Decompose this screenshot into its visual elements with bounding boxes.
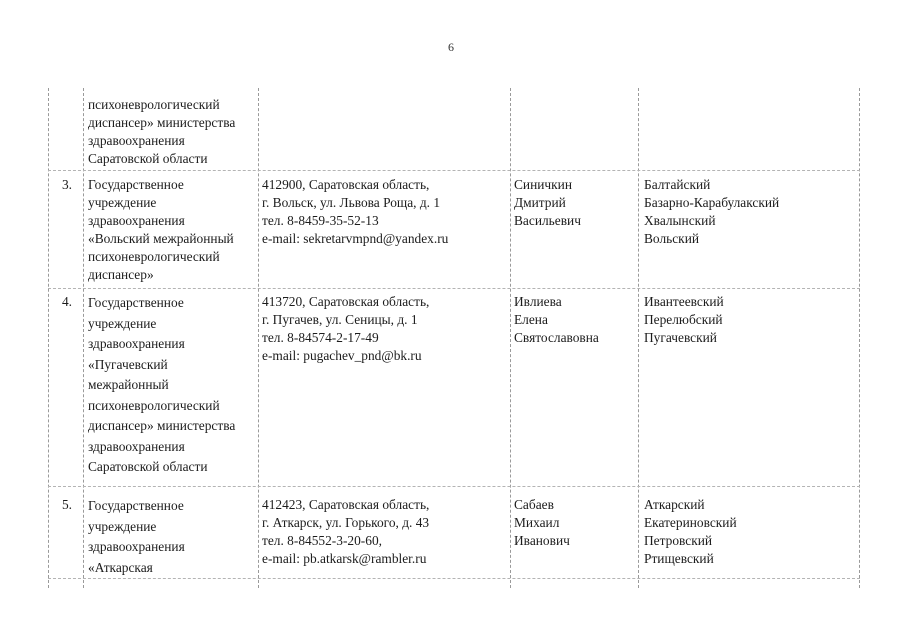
- row-number: 5.: [61, 497, 72, 512]
- row-divider: [48, 486, 860, 487]
- column-divider: [510, 88, 511, 588]
- address-cell: 412423, Саратовская область, г. Аткарск, ул. Горького, д. 43 тел. 8-84552-3-20-60, e-mail: pb.atkarsk@rambler.ru: [262, 497, 430, 566]
- districts-cell: Балтайский Базарно-Карабулакский Хвалынский Вольский: [644, 177, 780, 246]
- address-cell: 412900, Саратовская область, г. Вольск, ул. Львова Роща, д. 1 тел. 8-8459-35-52-13 e-mail: sekretarvmpnd@yandex.ru: [262, 177, 449, 246]
- row-divider: [48, 578, 860, 579]
- head-cell: Ивлиева Елена Святославовна: [514, 294, 599, 345]
- districts-cell: Аткарский Екатериновский Петровский Ртищевский: [644, 497, 737, 566]
- column-divider: [258, 88, 259, 588]
- row-divider: [48, 288, 860, 289]
- column-divider: [638, 88, 639, 588]
- column-divider: [83, 88, 84, 588]
- institution-cell: Государственное учреждение здравоохранения «Вольский межрайонный психоневрологический диспансер»: [88, 177, 234, 282]
- institution-cell: Государственное учреждение здравоохранения «Пугачевский межрайонный психоневрологический диспансер» министерства здравоохранения Саратовской области: [88, 295, 236, 474]
- row-number: 3.: [61, 177, 72, 192]
- row-divider: [48, 170, 860, 171]
- address-cell: 413720, Саратовская область, г. Пугачев, ул. Сеницы, д. 1 тел. 8-84574-2-17-49 e-mail: pugachev_pnd@bk.ru: [262, 294, 430, 363]
- clinics-table: [48, 88, 860, 588]
- row-number: 4.: [61, 294, 72, 309]
- head-cell: Синичкин Дмитрий Васильевич: [514, 177, 581, 228]
- districts-cell: Ивантеевский Перелюбский Пугачевский: [644, 294, 724, 345]
- institution-cell: Государственное учреждение здравоохранения «Аткарская: [88, 498, 185, 575]
- page-number: 6: [448, 40, 454, 54]
- column-divider: [859, 88, 860, 588]
- institution-cell: психоневрологический диспансер» министерства здравоохранения Саратовской области: [88, 97, 236, 166]
- head-cell: Сабаев Михаил Иванович: [514, 497, 570, 548]
